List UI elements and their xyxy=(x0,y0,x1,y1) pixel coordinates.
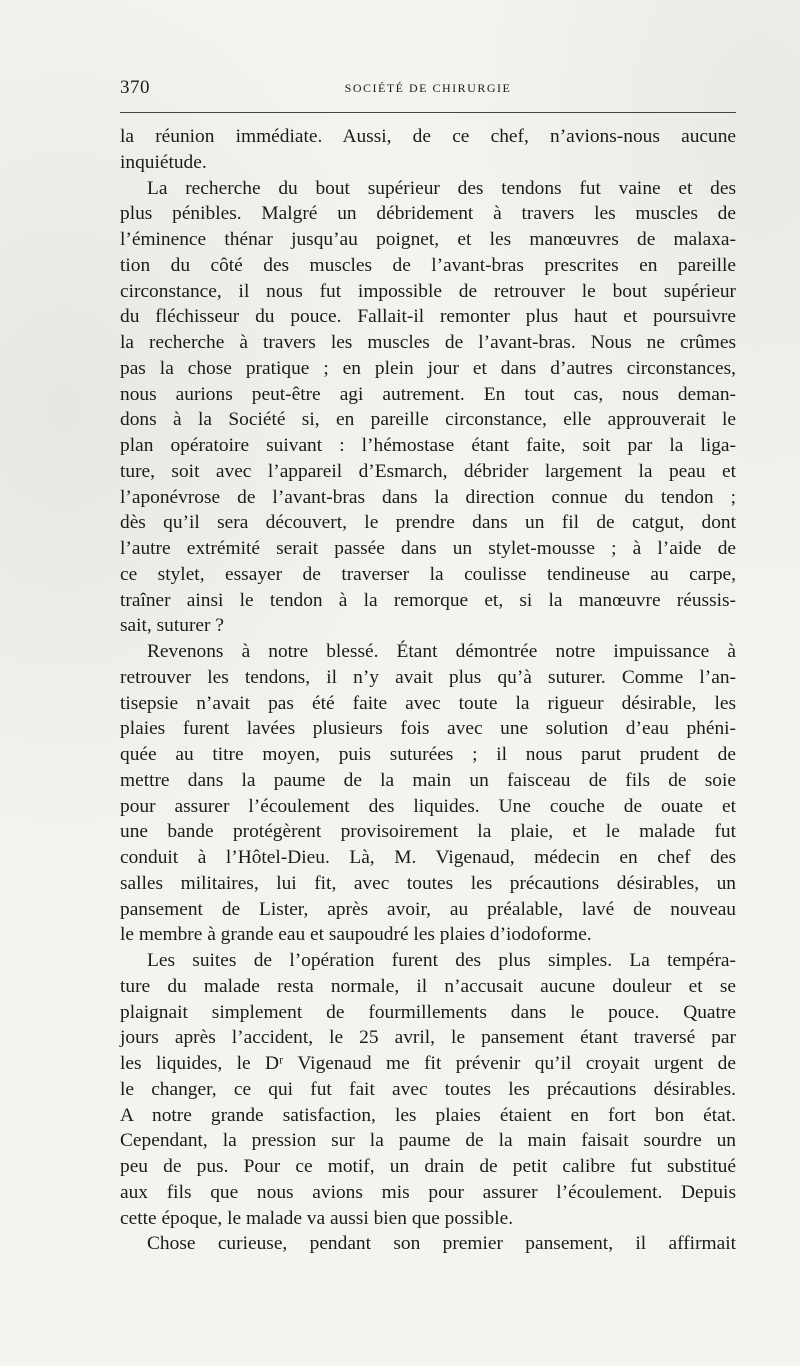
text-line: plus pénibles. Malgré un débridement à travers les muscles de xyxy=(120,203,736,225)
page-header xyxy=(120,72,736,102)
text-line: ture du malade resta normale, il n’accusait aucune douleur et se xyxy=(120,975,736,997)
text-line: du fléchisseur du pouce. Fallait-il remonter plus haut et poursuivre xyxy=(120,306,736,328)
text-line: inquiétude. xyxy=(120,151,207,173)
text-line: ture, soit avec l’appareil d’Esmarch, débrider largement la peau et xyxy=(120,460,736,482)
text-line: l’autre extrémité serait passée dans un stylet-mousse ; à l’aide de xyxy=(120,538,736,559)
text-line: mettre dans la paume de la main un faisceau de fils de soie xyxy=(120,769,736,791)
text-line: dons à la Société si, en pareille circonstance, elle approuverait le xyxy=(120,409,736,431)
text-line: retrouver les tendons, il n’y avait plus qu’à suturer. Comme l’an- xyxy=(120,666,736,688)
text-line: la réunion immédiate. Aussi, de ce chef, n’avions-nous aucune xyxy=(120,126,736,147)
text-line: plaies furent lavées plusieurs fois avec une solution d’eau phéni- xyxy=(120,718,736,740)
text-line: conduit à l’Hôtel-Dieu. Là, M. Vigenaud, médecin en chef des xyxy=(120,847,736,868)
paragraph xyxy=(120,639,736,948)
text-line: l’aponévrose de l’avant-bras dans la direction connue du tendon ; xyxy=(120,486,736,508)
text-line: jours après l’accident, le 25 avril, le pansement étant traversé par xyxy=(120,1027,736,1049)
text-line: Chose curieuse, pendant son premier pansement, il affirmait xyxy=(147,1233,736,1255)
paragraph xyxy=(120,1231,736,1257)
text-line: La recherche du bout supérieur des tendons fut vaine et des xyxy=(147,177,736,199)
text-line: le changer, ce qui fut fait avec toutes les précautions désirables. xyxy=(120,1078,736,1100)
text-line: une bande protégèrent provisoirement la plaie, et le malade fut xyxy=(120,821,736,843)
text-line: pansement de Lister, après avoir, au préalable, lavé de nouveau xyxy=(120,898,736,920)
text-line: peu de pus. Pour ce motif, un drain de petit calibre fut substitué xyxy=(120,1156,736,1177)
text-line: Les suites de l’opération furent des plus simples. La tempéra- xyxy=(147,950,736,971)
text-line: les liquides, le Dʳ Vigenaud me fit prévenir qu’il croyait urgent de xyxy=(120,1053,736,1074)
text-line: tion du côté des muscles de l’avant-bras prescrites en pareille xyxy=(120,254,736,276)
text-line: pas la chose pratique ; en plein jour et dans d’autres circonstances, xyxy=(120,357,736,379)
text-line: Revenons à notre blessé. Étant démontrée notre impuissance à xyxy=(147,641,736,662)
text-line: tisepsie n’avait pas été faite avec toute la rigueur désirable, les xyxy=(120,692,736,714)
paragraph xyxy=(120,124,736,176)
header-rule xyxy=(120,112,736,113)
text-line: A notre grande satisfaction, les plaies étaient en fort bon état. xyxy=(120,1104,736,1126)
text-line: circonstance, il nous fut impossible de retrouver le bout supérieur xyxy=(120,280,736,302)
paragraph xyxy=(120,176,736,640)
text-line: aux fils que nous avions mis pour assurer l’écoulement. Depuis xyxy=(120,1181,736,1203)
text-line: le membre à grande eau et saupoudré les plaies d’iodoforme. xyxy=(120,924,592,946)
text-line: cette époque, le malade va aussi bien que possible. xyxy=(120,1207,514,1229)
text-line: la recherche à travers les muscles de l’avant-bras. Nous ne crûmes xyxy=(120,332,736,353)
paragraph xyxy=(120,948,736,1231)
text-line: plan opératoire suivant : l’hémostase étant faite, soit par la liga- xyxy=(120,435,736,456)
text-line: dès qu’il sera découvert, le prendre dans un fil de catgut, dont xyxy=(120,512,736,534)
text-line: salles militaires, lui fit, avec toutes les précautions désirables, un xyxy=(120,872,736,894)
body-text xyxy=(120,124,736,1257)
text-line: sait, suturer ? xyxy=(120,615,224,637)
text-line: pour assurer l’écoulement des liquides. Une couche de ouate et xyxy=(120,795,736,817)
page-number: 370 xyxy=(120,77,150,98)
text-line: plaignait simplement de fourmillements dans le pouce. Quatre xyxy=(120,1001,736,1023)
text-line: l’éminence thénar jusqu’au poignet, et les manœuvres de malaxa- xyxy=(120,229,736,250)
text-line: nous aurions peut-être agi autrement. En tout cas, nous deman- xyxy=(120,383,736,405)
running-title: SOCIÉTÉ DE CHIRURGIE xyxy=(344,81,512,95)
text-line: traîner ainsi le tendon à la remorque et, si la manœuvre réussis- xyxy=(120,589,736,611)
text-line: ce stylet, essayer de traverser la coulisse tendineuse au carpe, xyxy=(120,563,736,585)
text-line: quée au titre moyen, puis suturées ; il nous parut prudent de xyxy=(120,744,736,765)
text-line: Cependant, la pression sur la paume de la main faisait sourdre un xyxy=(120,1130,736,1152)
